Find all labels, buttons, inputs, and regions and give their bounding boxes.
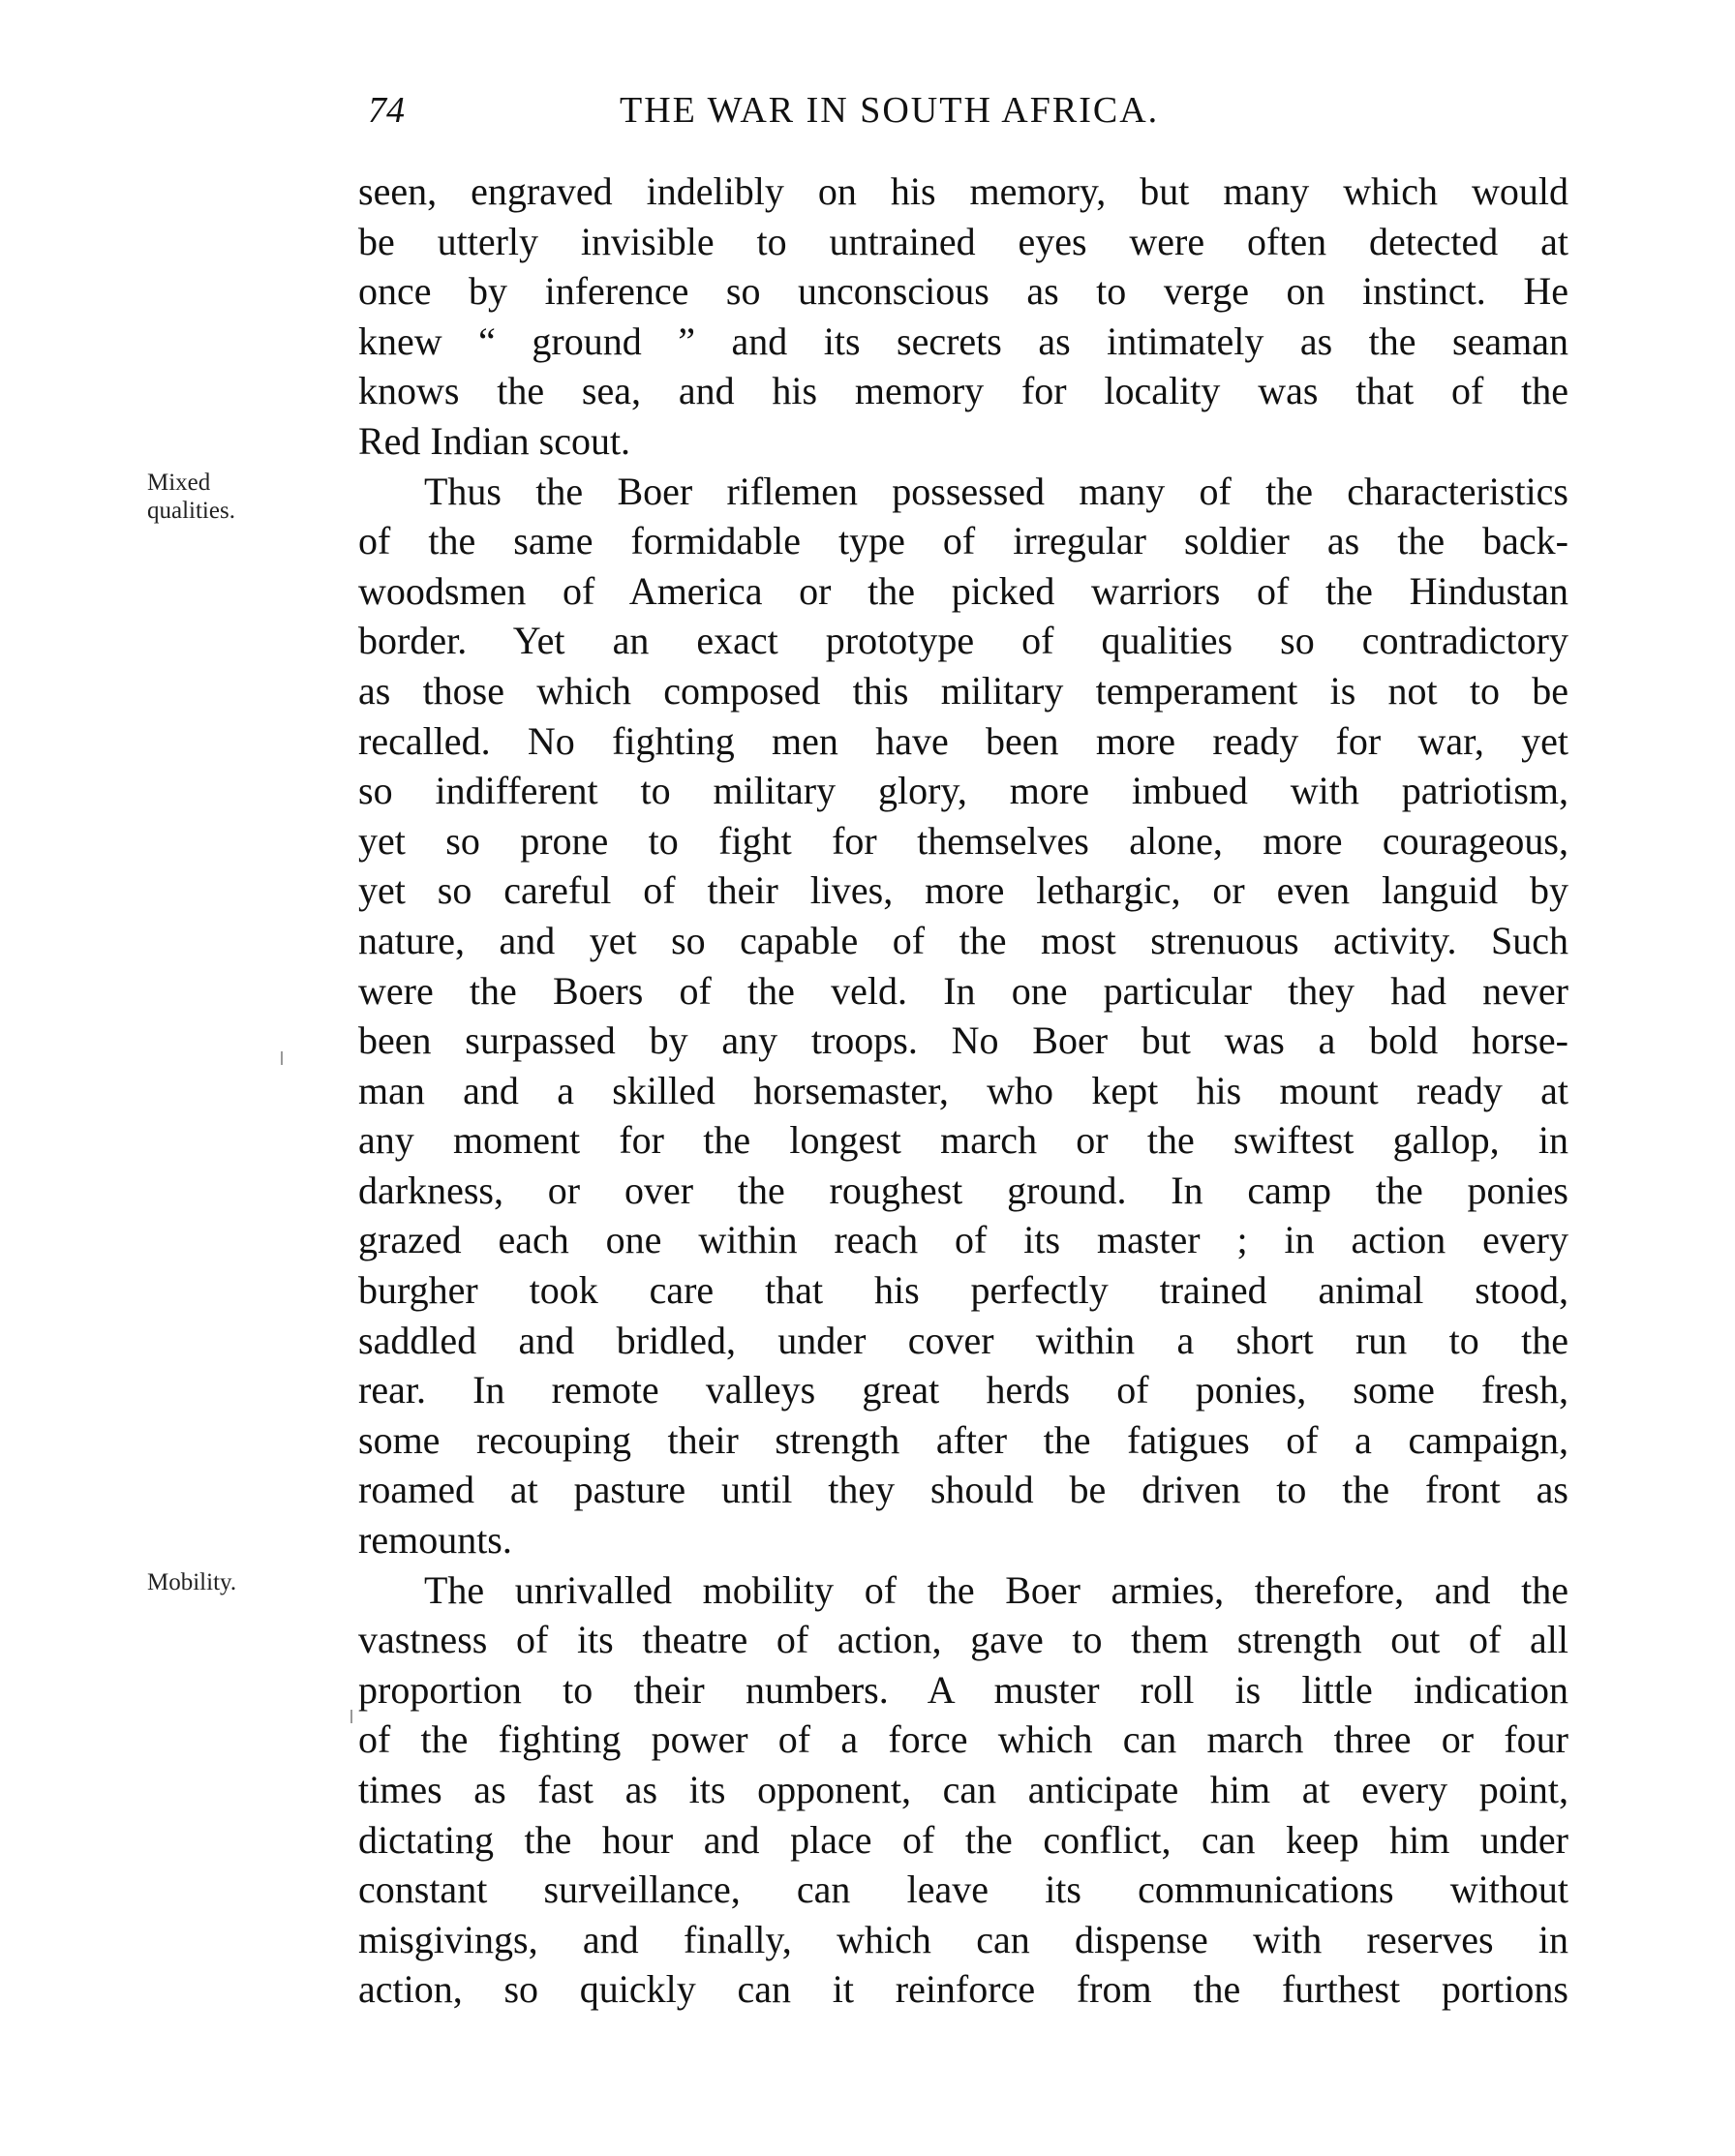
text-line: roamed at pasture until they should be driven to the front as	[358, 1468, 1568, 1512]
text-line: vastness of its theatre of action, gave to them strength out of all	[358, 1618, 1568, 1662]
text-line: constant surveillance, can leave its communications without	[358, 1868, 1568, 1912]
running-head	[368, 89, 1588, 137]
text-line: so indifferent to military glory, more imbued with patriotism,	[358, 769, 1568, 813]
text-line: of the same formidable type of irregular soldier as the back-	[358, 519, 1568, 563]
text-line: recalled. No fighting men have been more ready for war, yet	[358, 718, 1568, 763]
scan-mark	[281, 1051, 283, 1065]
paragraph-start-line: Thus the Boer riflemen possessed many of the characteristics	[424, 469, 1568, 513]
text-line: remounts.	[358, 1518, 512, 1563]
body-text	[358, 167, 1568, 2015]
text-line: yet so prone to fight for themselves alone, more courageous,	[358, 818, 1568, 863]
text-line: once by inference so unconscious as to verge on instinct. He	[358, 269, 1568, 314]
running-title: THE WAR IN SOUTH AFRICA.	[620, 90, 1160, 131]
text-line: knows the sea, and his memory for locality was that of the	[358, 369, 1568, 413]
text-line: been surpassed by any troops. No Boer but was a bold horse-	[358, 1018, 1568, 1063]
text-line: misgivings, and finally, which can dispense with reserves in	[358, 1917, 1568, 1961]
text-line: rear. In remote valleys great herds of ponies, some fresh,	[358, 1368, 1568, 1412]
text-line: times as fast as its opponent, can anticipate him at every point,	[358, 1768, 1568, 1811]
text-line: proportion to their numbers. A muster roll is little indication	[358, 1667, 1568, 1712]
text-line: of the fighting power of a force which can march three or four	[358, 1717, 1568, 1762]
scan-mark	[350, 1710, 352, 1723]
text-line: burgher took care that his perfectly trained animal stood,	[358, 1268, 1568, 1313]
text-line: saddled and bridled, under cover within a short run to the	[358, 1318, 1568, 1362]
text-line: nature, and yet so capable of the most strenuous activity. Such	[358, 918, 1568, 962]
text-line: be utterly invisible to untrained eyes were often detected at	[358, 219, 1568, 263]
text-line: some recouping their strength after the fatigues of a campaign,	[358, 1417, 1568, 1462]
side-note-mixed-qualities	[147, 469, 235, 525]
side-note-mobility	[147, 1568, 236, 1596]
text-line: darkness, or over the roughest ground. In camp the ponies	[358, 1168, 1568, 1212]
text-line: grazed each one within reach of its master ; in action every	[358, 1218, 1568, 1262]
text-line: seen, engraved indelibly on his memory, but many which would	[358, 169, 1568, 213]
text-line: border. Yet an exact prototype of qualities so contradictory	[358, 619, 1568, 663]
page-number: 74	[368, 90, 405, 131]
side-note-line: Mixed	[147, 470, 211, 496]
text-line: woodsmen of America or the picked warriors of the Hindustan	[358, 568, 1568, 613]
side-note-line: Mobility.	[147, 1569, 237, 1595]
text-line: dictating the hour and place of the conflict, can keep him under	[358, 1817, 1568, 1862]
text-line: as those which composed this military temperament is not to be	[358, 668, 1568, 713]
paragraph-start-line: The unrivalled mobility of the Boer armies, therefore, and the	[424, 1567, 1568, 1612]
text-line: yet so careful of their lives, more lethargic, or even languid by	[358, 868, 1568, 913]
text-line: man and a skilled horsemaster, who kept his mount ready at	[358, 1068, 1568, 1112]
text-line: action, so quickly can it reinforce from the furthest portions	[358, 1967, 1568, 2012]
side-note-line: qualities.	[147, 498, 235, 524]
text-line: any moment for the longest march or the swiftest gallop, in	[358, 1118, 1568, 1163]
text-line: were the Boers of the veld. In one particular they had never	[358, 968, 1568, 1013]
text-line: knew “ ground ” and its secrets as intimately as the seaman	[358, 319, 1568, 363]
text-line: Red Indian scout.	[358, 418, 631, 463]
